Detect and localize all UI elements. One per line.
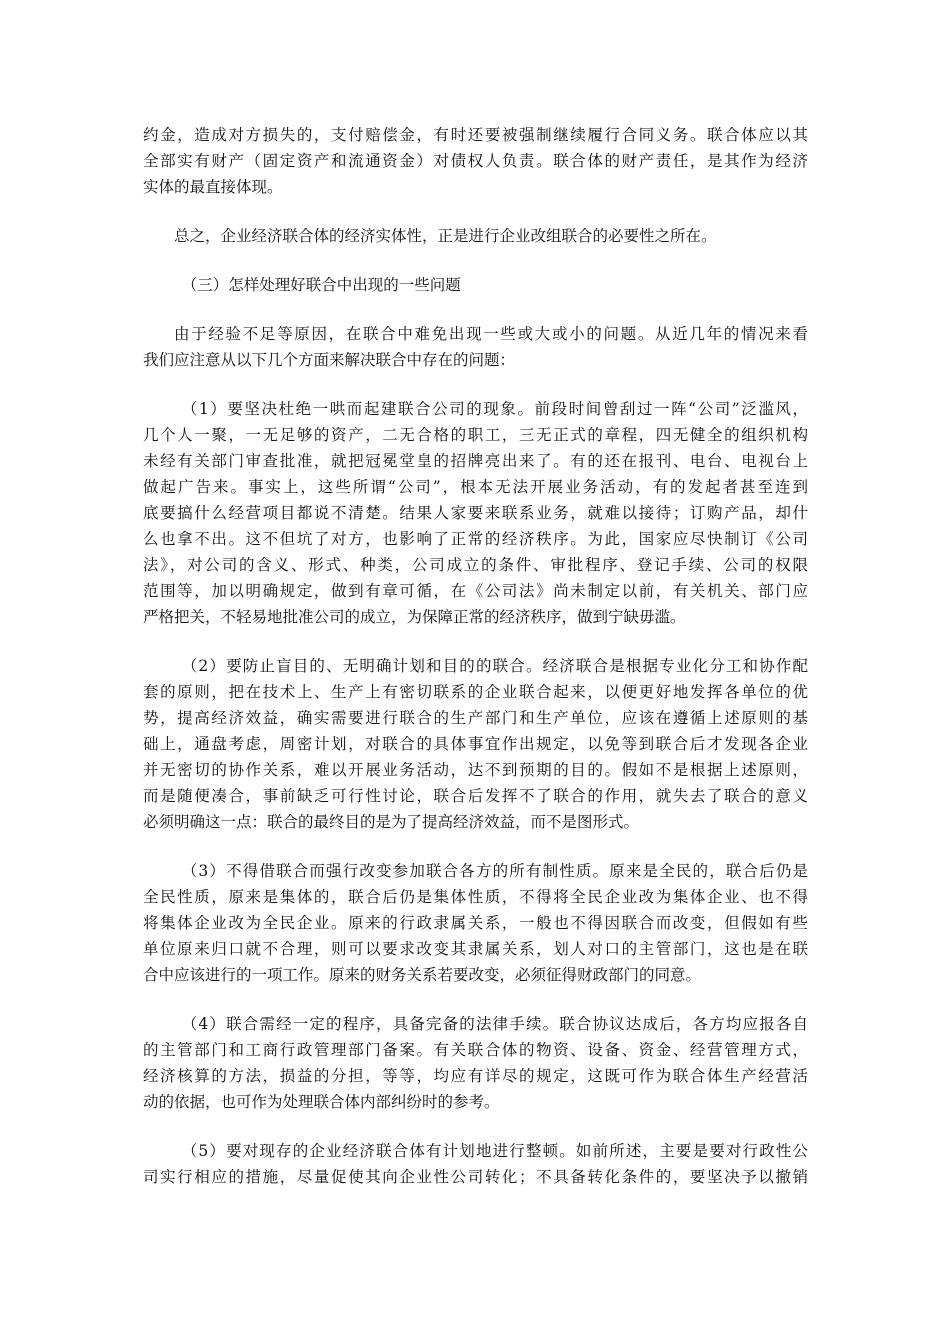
text-line: 我们应注意从以下几个方面来解决联合中存在的问题：	[143, 351, 516, 369]
text-line: 未经有关部门审查批准，就把冠冕堂皇的招牌亮出来了。有的还在报刊、电台、电视台上	[143, 452, 808, 470]
list-item-3	[143, 858, 808, 988]
text-line: 底要搞什么经营项目都说不清楚。结果人家要来联系业务，就难以接待；订购产品，却什	[143, 504, 808, 522]
text-line: （2）要防止盲目的、无明确计划和目的的联合。经济联合是根据专业化分工和协作配	[181, 657, 808, 675]
list-item-2	[143, 653, 808, 835]
text-line: 全部实有财产（固定资产和流通资金）对债权人负责。联合体的财产责任，是其作为经济	[143, 152, 808, 170]
text-line: 单位原来归口就不合理，则可以要求改变其隶属关系，划人对口的主管部门，这也是在联	[143, 940, 808, 958]
text-line: 由于经验不足等原因，在联合中难免出现一些或大或小的问题。从近几年的情况来看	[174, 325, 808, 343]
text-line: 将集体企业改为全民企业。原来的行政隶属关系，一般也不得因联合而改变，但假如有些	[143, 914, 808, 932]
list-item-4	[143, 1011, 808, 1115]
text-line: 法》，对公司的含义、形式、种类，公司成立的条件、审批程序、登记手续、公司的权限	[143, 556, 808, 574]
text-line: 经济核算的方法，损益的分担，等等，均应有详尽的规定，这既可作为联合体生产经营活	[143, 1067, 808, 1085]
text-line: 的主管部门和工商行政管理部门备案。有关联合体的物资、设备、资金、经营管理方式，	[143, 1041, 808, 1059]
section-heading	[143, 272, 808, 298]
text-line: 范围等，加以明确规定，做到有章可循，在《公司法》尚未制定以前，有关机关、部门应	[143, 582, 808, 600]
text-line: 全民性质，原来是集体的，联合后仍是集体性质，不得将全民企业改为集体企业、也不得	[143, 888, 808, 906]
paragraph-intro	[143, 321, 808, 373]
text-line: 而是随便凑合，事前缺乏可行性讨论，联合后发挥不了联合的作用，就失去了联合的意义	[143, 787, 808, 805]
text-line: 础上，通盘考虑，周密计划，对联合的具体事宜作出规定，以免等到联合后才发现各企业	[143, 735, 808, 753]
text-line: 合中应该进行的一项工作。原来的财务关系若要改变，必须征得财政部门的同意。	[143, 966, 702, 984]
paragraph-liability-continued	[143, 122, 808, 200]
list-item-5	[143, 1138, 808, 1190]
list-item-1	[143, 396, 808, 630]
text-line: （三）怎样处理好联合中出现的一些问题	[181, 276, 461, 294]
text-line: 势，提高经济效益，确实需要进行联合的生产部门和生产单位，应该在遵循上述原则的基	[143, 709, 808, 727]
text-line: （4）联合需经一定的程序，具备完备的法律手续。联合协议达成后，各方均应报各自	[181, 1015, 808, 1033]
text-line: 几个人一聚，一无足够的资产，二无合格的职工，三无正式的章程，四无健全的组织机构	[143, 426, 808, 444]
text-line: 并无密切的协作关系，难以开展业务活动，达不到预期的目的。假如不是根据上述原则，	[143, 761, 808, 779]
paragraph-summary	[143, 223, 808, 249]
text-line: （5）要对现存的企业经济联合体有计划地进行整顿。如前所述，主要是要对行政性公	[181, 1142, 808, 1160]
text-line: 约金，造成对方损失的，支付赔偿金，有时还要被强制继续履行合同义务。联合体应以其	[143, 126, 808, 144]
text-line: 总之，企业经济联合体的经济实体性，正是进行企业改组联合的必要性之所在。	[174, 227, 717, 245]
text-line: 实体的最直接体现。	[143, 178, 283, 196]
text-line: 司实行相应的措施，尽量促使其向企业性公司转化；不具备转化条件的，要坚决予以撤销	[143, 1168, 808, 1186]
text-line: （1）要坚决杜绝一哄而起建联合公司的现象。前段时间曾刮过一阵“公司”泛滥风，	[181, 400, 808, 418]
text-line: 必须明确这一点：联合的最终目的是为了提高经济效益，而不是图形式。	[143, 813, 640, 831]
text-line: （3）不得借联合而强行改变参加联合各方的所有制性质。原来是全民的，联合后仍是	[181, 862, 808, 880]
text-line: 做起广告来。事实上，这些所谓“公司”，根本无法开展业务活动，有的发起者甚至连到	[143, 478, 808, 496]
text-line: 么也拿不出。这不但坑了对方，也影响了正常的经济秩序。为此，国家应尽快制订《公司	[143, 530, 808, 548]
document-body	[143, 122, 808, 1213]
text-line: 严格把关，不轻易地批准公司的成立，为保障正常的经济秩序，做到宁缺毋滥。	[143, 608, 686, 626]
text-line: 动的依据，也可作为处理联合体内部纠纷时的参考。	[143, 1093, 500, 1111]
text-line: 套的原则，把在技术上、生产上有密切联系的企业联合起来，以便更好地发挥各单位的优	[143, 683, 808, 701]
